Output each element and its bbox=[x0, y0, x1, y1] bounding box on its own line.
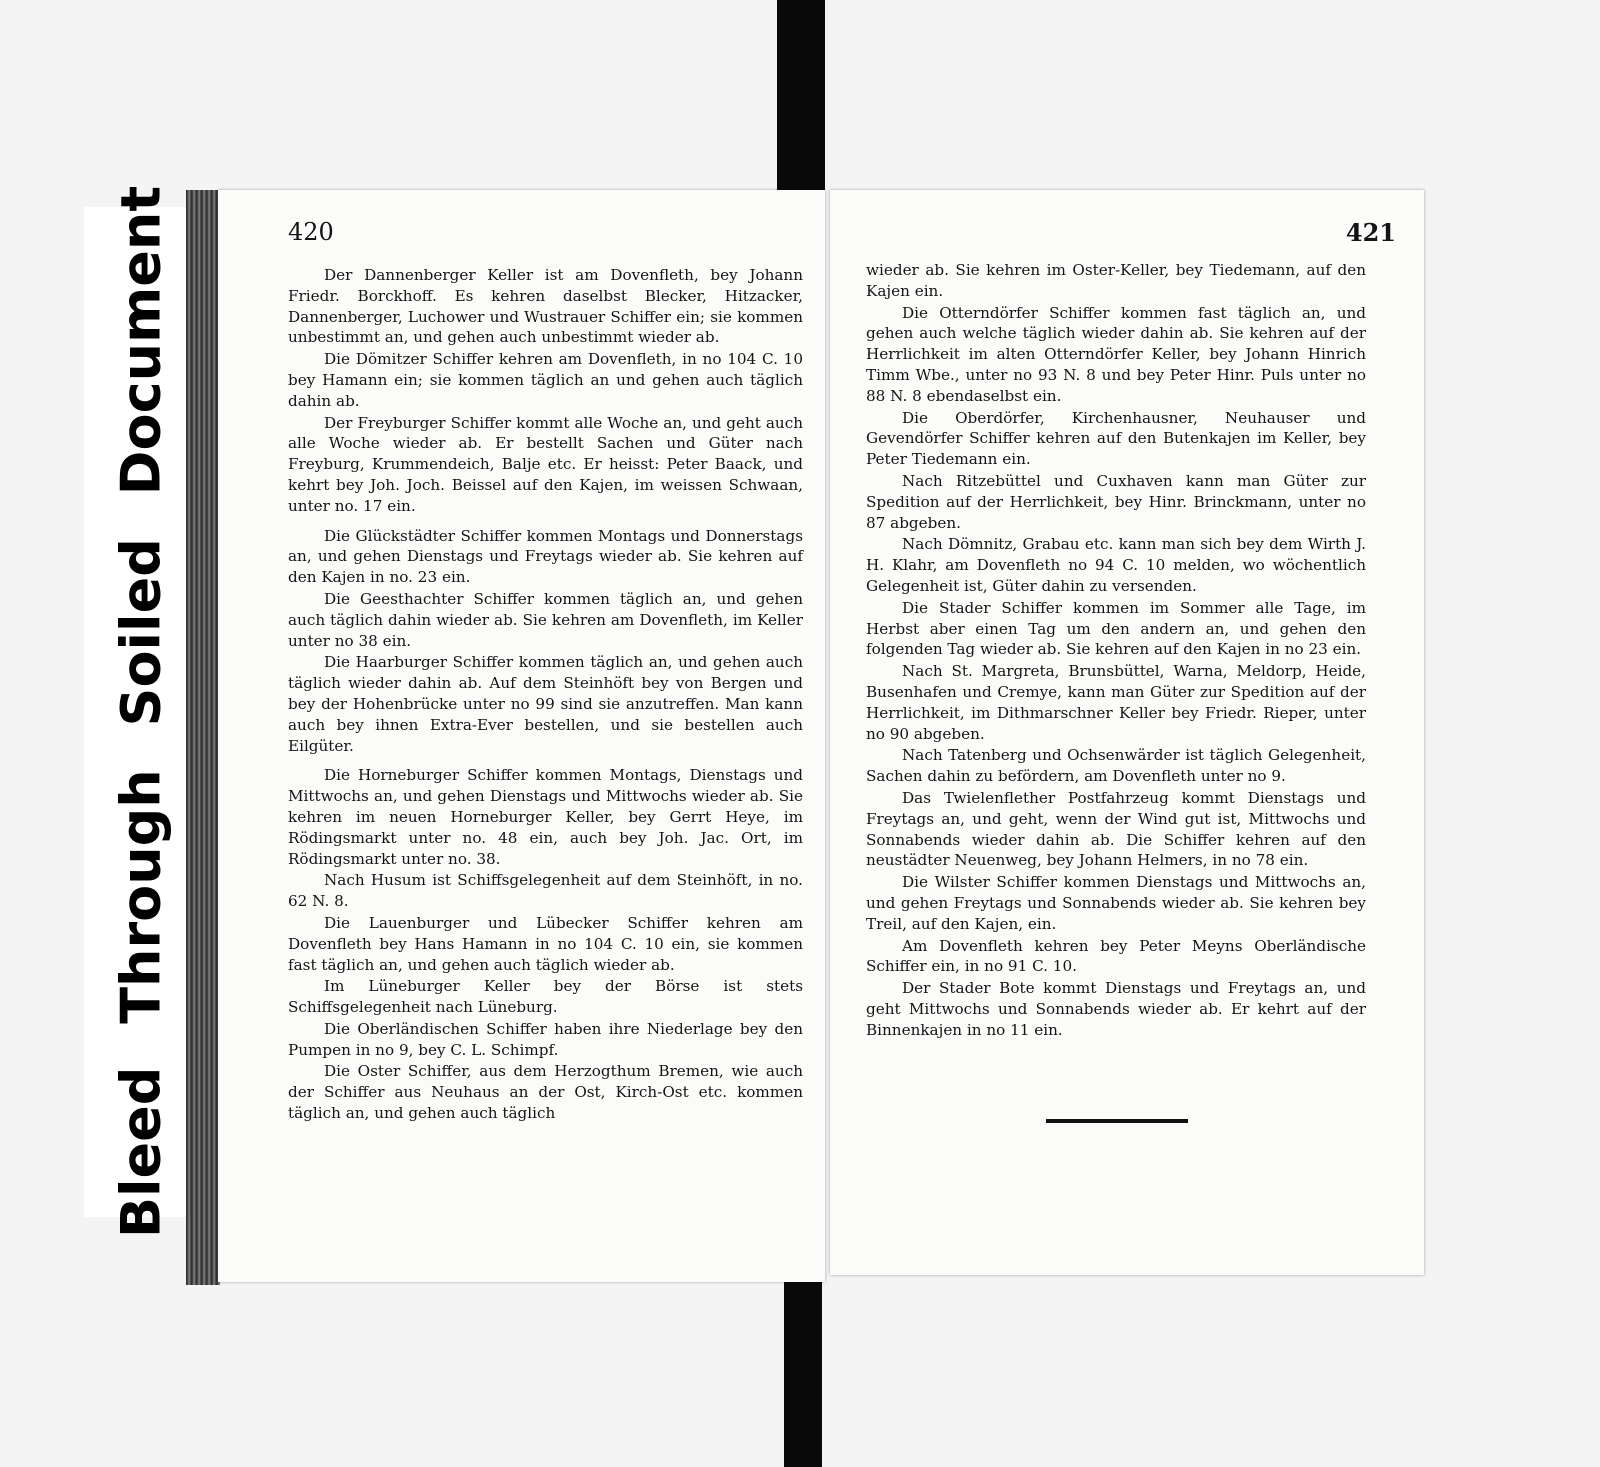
paragraph-dovenfleth-meyns: Am Dovenfleth kehren bey Peter Meyns Oberländische Schiffer ein, in no 91 C. 10. bbox=[866, 936, 1366, 976]
paragraph-dannenberger: Der Dannenberger Keller ist am Dovenfleth, bey Johann Friedr. Borckhoff. Es kehren daselbst Blecker, Hitzacker, Dannenberger, Luchower und Wustrauer Schiffer ein; sie kommen unbestimmt an, und gehen auch unbestimmt wieder ab. bbox=[288, 266, 803, 347]
paragraph-stader-bote: Der Stader Bote kommt Dienstags und Freytags an, und geht Mittwochs und Sonnabends wieder ab. Er kehrt auf der Binnenkajen in no 11 ein. bbox=[866, 979, 1366, 1039]
label-soiled-document: Soiled Document bbox=[109, 185, 173, 727]
paragraph-twielenflether: Das Twielenflether Postfahrzeug kommt Dienstags und Freytags an, und geht, wenn der Wind gut ist, Mittwochs und Sonnabends wieder dahin ab. Die Schiffer kehren auf den neustädter Neuenweg, bey Johann Helmers, in no 78 ein. bbox=[866, 788, 1366, 870]
paragraph-geesthachter: Die Geesthachter Schiffer kommen täglich an, und gehen auch täglich dahin wieder ab. Sie kehren am Dovenfleth, im Keller unter no 38 ein. bbox=[288, 589, 803, 650]
gutter-shadow-bottom bbox=[784, 1268, 822, 1467]
paragraph-oberlaendische: Die Oberländischen Schiffer haben ihre Niederlage bey den Pumpen in no 9, bey C. L. Schimpf. bbox=[288, 1019, 803, 1059]
paragraph-glueckstaedter: Die Glückstädter Schiffer kommen Montags und Donnerstags an, und gehen Dienstags und Freytags wieder ab. Sie kehren auf den Kajen in no. 23 ein. bbox=[288, 526, 803, 587]
page-stack-edge bbox=[186, 190, 220, 1285]
paragraph-oster: Die Oster Schiffer, aus dem Herzogthum Bremen, wie auch der Schiffer aus Neuhaus an der Ost, Kirch-Ost etc. kommen täglich an, und gehen auch täglich bbox=[288, 1062, 803, 1123]
paragraph-lauenburger: Die Lauenburger und Lübecker Schiffer kehren am Dovenfleth bey Hans Hamann in no 104 C. 10 ein, sie kommen fast täglich an, und gehen auch täglich wieder ab. bbox=[288, 913, 803, 974]
paragraph-tatenberg: Nach Tatenberg und Ochsenwärder ist täglich Gelegenheit, Sachen dahin zu befördern, am Dovenfleth unter no 9. bbox=[866, 746, 1366, 786]
gutter-shadow-top bbox=[777, 0, 825, 190]
paragraph-haarburger: Die Haarburger Schiffer kommen täglich an, und gehen auch täglich wieder dahin ab. Auf dem Steinhöft bey von Bergen und bey der Hohenbrücke unter no 99 sind sie anzutreffen. Man kann auch bey ihnen Extra-Ever bestellen, und sie bestellen auch Eilgüter. bbox=[288, 653, 803, 755]
right-page bbox=[830, 190, 1424, 1275]
degradation-label bbox=[84, 185, 198, 1239]
paragraph-oberdoerfer: Die Oberdörfer, Kirchenhausner, Neuhauser und Gevendörfer Schiffer kehren auf den Butenkajen im Keller, bey Peter Tiedemann ein. bbox=[866, 408, 1366, 469]
paragraph-stader-schiffer: Die Stader Schiffer kommen im Sommer alle Tage, im Herbst aber einen Tag um den andern an, und gehen den folgenden Tag wieder ab. Sie kehren auf den Kajen in no 23 ein. bbox=[866, 598, 1366, 659]
paragraph-wilster: Die Wilster Schiffer kommen Dienstags und Mittwochs an, und gehen Freytags und Sonnabends wieder ab. Sie kehren bey Treil, auf den Kajen, ein. bbox=[866, 873, 1366, 933]
paragraph-freyburger: Der Freyburger Schiffer kommt alle Woche an, und geht auch alle Woche wieder ab. Er bestellt Sachen und Güter nach Freyburg, Krummendeich, Balje etc. Er heisst: Peter Baack, und kehrt bey Joh. Joch. Beissel auf den Kajen, im weissen Schwaan, unter no. 17 ein. bbox=[288, 413, 803, 515]
paragraph-st-margreta: Nach St. Margreta, Brunsbüttel, Warna, Meldorp, Heide, Busenhafen und Cremye, kann man Güter zur Spedition auf der Herrlichkeit, im Dithmarschner Keller bey Friedr. Rieper, unter no 90 abgeben. bbox=[866, 662, 1366, 743]
paragraph-ritzebuettel: Nach Ritzebüttel und Cuxhaven kann man Güter zur Spedition auf der Herrlichkeit, bey Hinr. Brinckmann, unter no 87 abgeben. bbox=[866, 471, 1366, 532]
page-number-right: 421 bbox=[1345, 218, 1396, 247]
label-bleed-through: Bleed Through bbox=[109, 769, 173, 1239]
paragraph-doemnitz: Nach Dömnitz, Grabau etc. kann man sich bey dem Wirth J. H. Klahr, am Dovenfleth no 94 C. 10 melden, wo wöchentlich Gelegenheit ist, Güter dahin zu versenden. bbox=[866, 535, 1366, 595]
right-page-text bbox=[866, 260, 1366, 1041]
paragraph-lueneburger: Im Lüneburger Keller bey der Börse ist stets Schiffsgelegenheit nach Lüneburg. bbox=[288, 977, 803, 1017]
degradation-label-text bbox=[110, 186, 173, 1238]
paragraph-husum: Nach Husum ist Schiffsgelegenheit auf dem Steinhöft, in no. 62 N. 8. bbox=[288, 871, 803, 911]
end-rule bbox=[1046, 1119, 1188, 1123]
page-number-left: 420 bbox=[288, 218, 334, 246]
paragraph-otterndoerfer: Die Otterndörfer Schiffer kommen fast täglich an, und gehen auch welche täglich wieder dahin ab. Sie kehren auf der Herrlichkeit im alten Otterndörfer Keller, bey Johann Hinrich Timm Wbe., unter no 93 N. 8 und bey Peter Hinr. Puls unter no 88 N. 8 ebendaselbst ein. bbox=[866, 303, 1366, 405]
paragraph-doemitzer: Die Dömitzer Schiffer kehren am Dovenfleth, in no 104 C. 10 bey Hamann ein; sie kommen täglich an und gehen auch täglich dahin ab. bbox=[288, 350, 803, 410]
paragraph-oster-continued: wieder ab. Sie kehren im Oster-Keller, bey Tiedemann, auf den Kajen ein. bbox=[866, 261, 1366, 300]
left-page-text bbox=[288, 265, 803, 1125]
left-page bbox=[218, 190, 825, 1282]
paragraph-horneburger: Die Horneburger Schiffer kommen Montags, Dienstags und Mittwochs an, und gehen Dienstags und Mittwochs wieder ab. Sie kehren im neuen Horneburger Keller, bey Gerrt Heye, im Rödingsmarkt unter no. 48 ein, auch bey Joh. Jac. Ort, im Rödingsmarkt unter no. 38. bbox=[288, 766, 803, 868]
